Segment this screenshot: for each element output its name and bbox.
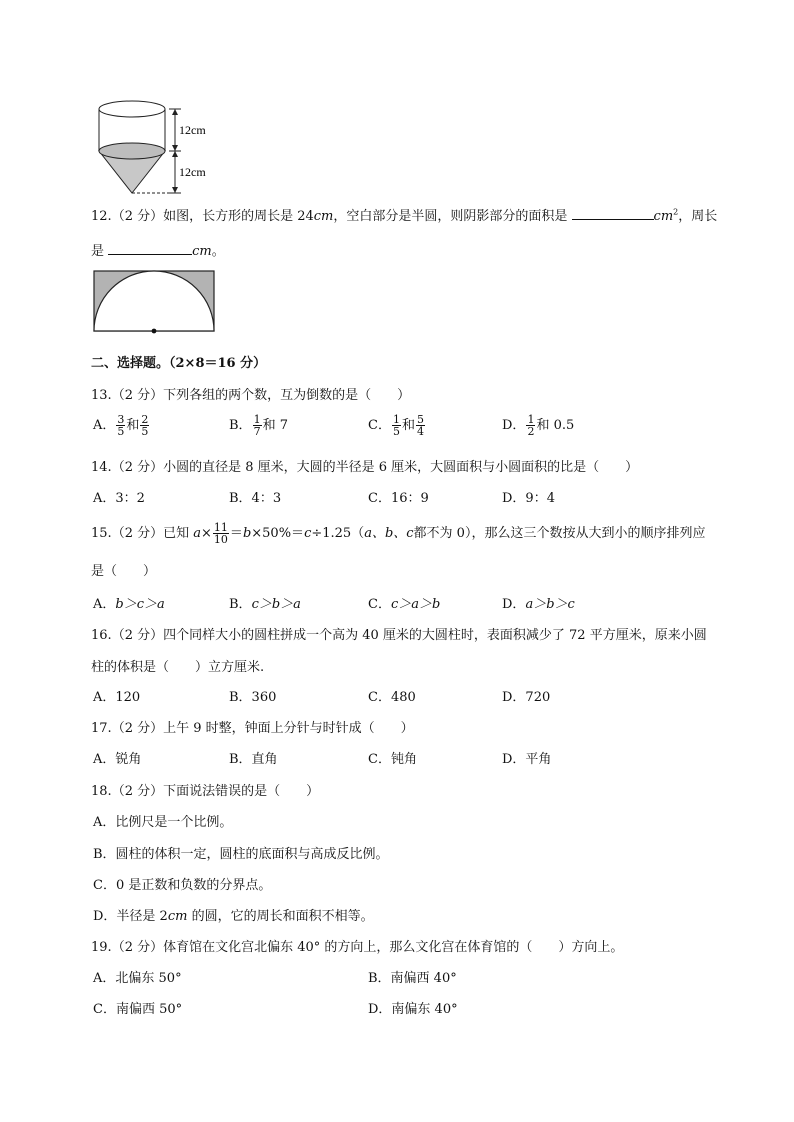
option-c[interactable]: C． $\frac{1}{5}$ 和 $\frac{5}{4}$ (368, 413, 424, 438)
option-d[interactable]: D．a＞b＞c (502, 597, 575, 612)
question-13 (91, 384, 410, 403)
fraction: $\frac{1}{5}$ (392, 413, 400, 438)
rectangle-semicircle-figure (93, 270, 217, 336)
superscript: 2 (673, 207, 679, 217)
question-text: ，空白部分是半圆，则阴影部分的面积是 (333, 209, 568, 224)
question-text: ÷1.25（ (311, 526, 365, 541)
question-number: 13. (91, 388, 112, 403)
option-d[interactable]: D．平角 (502, 752, 552, 767)
unit: cm (653, 209, 674, 224)
option-d[interactable]: D．南偏东 40° (368, 1002, 458, 1017)
option-c[interactable]: C．16：9 (368, 491, 429, 506)
fraction: $\frac{11}{10}$ (213, 521, 228, 546)
option-c[interactable]: C．钝角 (368, 752, 417, 767)
question-12 (91, 205, 717, 224)
question-text: 四个同样大小的圆柱拼成一个高为 40 厘米的大圆柱时，表面积减少了 72 平方厘米，原来小圆 (163, 628, 707, 643)
section-title: 二、选择题。（2×8＝16 分） (91, 356, 267, 371)
question-14 (91, 456, 638, 475)
question-number: 18. (91, 784, 112, 799)
question-score: （2 分） (111, 388, 164, 403)
dimension-label-top: 12cm (179, 123, 206, 137)
option-c[interactable]: C．c＞a＞b (368, 597, 441, 612)
question-12-line-2 (91, 240, 225, 259)
option-a[interactable]: A．比例尺是一个比例。 (93, 815, 233, 830)
question-text: 已知 (163, 526, 190, 541)
question-15 (91, 522, 705, 545)
option-c[interactable]: C．南偏西 50° (93, 1002, 183, 1017)
question-text: 上午 9 时整，钟面上分针与时针成（ ） (163, 721, 414, 736)
question-score: （2 分） (111, 526, 164, 541)
question-text: 下列各组的两个数，互为倒数的是（ ） (163, 388, 411, 403)
option-b[interactable]: B．c＞b＞a (229, 597, 301, 612)
question-number: 17. (91, 721, 112, 736)
unit: cm (192, 244, 212, 259)
question-score: （2 分） (111, 460, 164, 475)
question-number: 19. (91, 940, 112, 955)
unit: cm (313, 209, 334, 224)
option-a[interactable]: A． $\frac{3}{5}$ 和 $\frac{2}{5}$ (93, 413, 149, 438)
answer-blank-perimeter[interactable] (108, 242, 192, 255)
question-16 (91, 624, 707, 643)
option-d[interactable]: D．9：4 (502, 491, 555, 506)
variable-list: a、b、c (364, 526, 414, 541)
option-b[interactable]: B．360 (229, 690, 277, 705)
question-number: 12. (91, 209, 112, 224)
question-text: 小圆的直径是 8 厘米，大圆的半径是 6 厘米，大圆面积与小圆面积的比是（ ） (163, 460, 639, 475)
question-text: 下面说法错误的是（ ） (163, 784, 320, 799)
question-score: （2 分） (111, 940, 164, 955)
question-text: 体育馆在文化宫北偏东 40° 的方向上，那么文化宫在体育馆的（ ）方向上。 (163, 940, 624, 955)
question-15-line-2: 是（ ） (91, 564, 157, 579)
question-19 (91, 936, 623, 955)
answer-blank-area[interactable] (572, 207, 654, 220)
fraction: $\frac{2}{5}$ (141, 413, 149, 438)
question-text: 如图，长方形的周长是 24 (163, 209, 314, 224)
variable: a (193, 526, 202, 541)
option-d[interactable]: D．半径是 2cm 的圆，它的周长和面积不相等。 (93, 909, 374, 924)
fraction: $\frac{1}{2}$ (527, 413, 535, 438)
option-a[interactable]: A．b＞c＞a (93, 597, 165, 612)
question-16-line-2: 柱的体积是（ ）立方厘米. (91, 660, 265, 675)
operator: ＝ (229, 526, 243, 541)
fraction: $\frac{3}{5}$ (117, 413, 125, 438)
question-score: （2 分） (111, 721, 164, 736)
option-b[interactable]: B．南偏西 40° (368, 971, 457, 986)
question-score: （2 分） (111, 209, 164, 224)
question-text: 。 (211, 244, 225, 259)
option-d[interactable]: D．720 (502, 690, 551, 705)
option-d[interactable]: D． $\frac{1}{2}$ 和 0.5 (502, 413, 575, 438)
fraction: $\frac{1}{7}$ (253, 413, 261, 438)
question-17 (91, 717, 414, 736)
option-c[interactable]: C．480 (368, 690, 416, 705)
option-b[interactable]: B．圆柱的体积一定，圆柱的底面积与高成反比例。 (93, 847, 389, 862)
question-text: 是 (91, 244, 105, 259)
question-18 (91, 780, 319, 799)
option-a[interactable]: A．3：2 (93, 491, 145, 506)
question-text: ×50%＝ (251, 526, 305, 541)
cylinder-cone-figure (95, 95, 255, 197)
question-text: 都不为 0），那么这三个数按从大到小的顺序排列应 (413, 526, 706, 541)
dimension-label-bottom: 12cm (179, 165, 206, 179)
variable: b (242, 526, 252, 541)
option-b[interactable]: B．4：3 (229, 491, 282, 506)
operator: × (201, 526, 212, 541)
option-c[interactable]: C．0 是正数和负数的分界点。 (93, 878, 272, 893)
question-score: （2 分） (111, 784, 164, 799)
question-number: 16. (91, 628, 112, 643)
question-number: 15. (91, 526, 112, 541)
option-a[interactable]: A．锐角 (93, 752, 142, 767)
option-a[interactable]: A．北偏东 50° (93, 971, 182, 986)
question-score: （2 分） (111, 628, 164, 643)
question-number: 14. (91, 460, 112, 475)
option-b[interactable]: B．直角 (229, 752, 278, 767)
option-a[interactable]: A．120 (93, 690, 141, 705)
question-text: ，周长 (678, 209, 718, 224)
option-b[interactable]: B． $\frac{1}{7}$ 和 7 (229, 413, 288, 438)
variable: c (304, 526, 312, 541)
fraction: $\frac{5}{4}$ (416, 413, 424, 438)
